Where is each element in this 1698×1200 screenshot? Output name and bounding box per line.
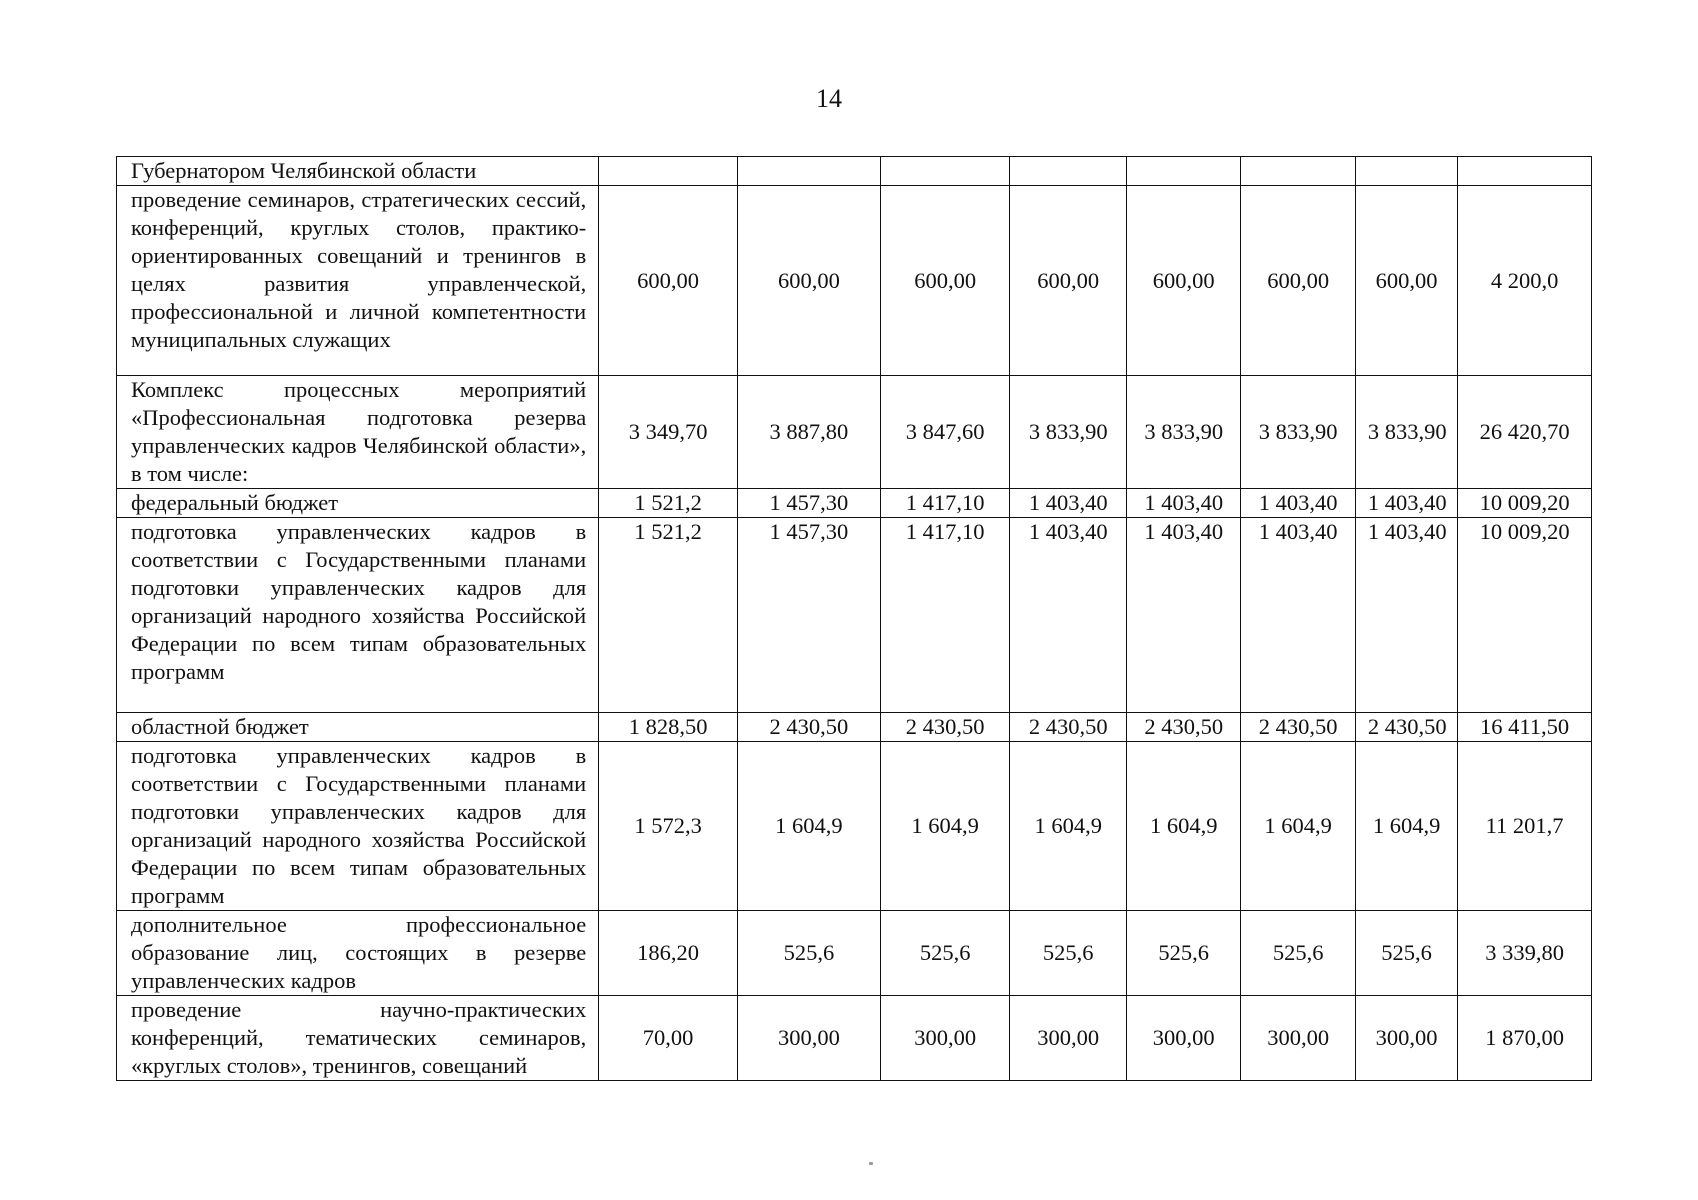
year-value-cell: 1 828,50 — [599, 713, 738, 742]
budget-table-container — [116, 156, 1592, 1081]
year-value-cell: 1 403,40 — [1241, 518, 1355, 713]
year-value-cell: 600,00 — [1355, 186, 1457, 376]
year-value-cell: 2 430,50 — [1126, 713, 1240, 742]
year-value-cell: 1 403,40 — [1241, 489, 1355, 518]
year-value-cell: 600,00 — [599, 186, 738, 376]
year-value-cell: 600,00 — [737, 186, 880, 376]
year-value-cell: 600,00 — [1126, 186, 1240, 376]
year-value-cell: 3 847,60 — [880, 376, 1010, 489]
year-value-cell: 186,20 — [599, 911, 738, 996]
row-label-cell: проведение научно-практических конференций, тематических семинаров, «круглых столов», тренингов, совещаний — [117, 996, 599, 1081]
table-row — [117, 157, 1592, 186]
year-value-cell: 3 833,90 — [1355, 376, 1457, 489]
row-total-cell: 3 339,80 — [1458, 911, 1592, 996]
row-total-cell: 26 420,70 — [1458, 376, 1592, 489]
year-value-cell: 300,00 — [1126, 996, 1240, 1081]
table-row — [117, 518, 1592, 713]
row-label-cell: подготовка управленческих кадров в соответствии с Государственными планами подготовки управленческих кадров для организаций народного хозяйства Российской Федерации по всем типам образовательных программ — [117, 742, 599, 911]
row-label-cell: подготовка управленческих кадров в соответствии с Государственными планами подготовки управленческих кадров для организаций народного хозяйства Российской Федерации по всем типам образовательных программ — [117, 518, 599, 713]
table-row — [117, 713, 1592, 742]
scan-speck — [869, 1162, 873, 1165]
year-value-cell: 3 349,70 — [599, 376, 738, 489]
table-row — [117, 911, 1592, 996]
row-label-cell: Губернатором Челябинской области — [117, 157, 599, 186]
row-total-cell: 10 009,20 — [1458, 489, 1592, 518]
row-label-cell: дополнительное профессиональное образование лиц, состоящих в резерве управленческих кадров — [117, 911, 599, 996]
year-value-cell — [599, 157, 738, 186]
row-total-cell: 4 200,0 — [1458, 186, 1592, 376]
table-row — [117, 376, 1592, 489]
year-value-cell: 3 833,90 — [1126, 376, 1240, 489]
year-value-cell: 1 604,9 — [1126, 742, 1240, 911]
row-total-cell — [1458, 157, 1592, 186]
year-value-cell: 2 430,50 — [1355, 713, 1457, 742]
year-value-cell: 525,6 — [1355, 911, 1457, 996]
row-total-cell: 1 870,00 — [1458, 996, 1592, 1081]
year-value-cell: 525,6 — [1126, 911, 1240, 996]
year-value-cell: 1 403,40 — [1355, 518, 1457, 713]
year-value-cell: 525,6 — [1241, 911, 1355, 996]
year-value-cell: 1 604,9 — [1355, 742, 1457, 911]
year-value-cell: 600,00 — [1010, 186, 1127, 376]
year-value-cell — [737, 157, 880, 186]
table-row — [117, 996, 1592, 1081]
year-value-cell: 525,6 — [1010, 911, 1127, 996]
year-value-cell: 300,00 — [737, 996, 880, 1081]
year-value-cell: 1 457,30 — [737, 489, 880, 518]
table-row — [117, 742, 1592, 911]
row-total-cell: 10 009,20 — [1458, 518, 1592, 713]
row-total-cell: 16 411,50 — [1458, 713, 1592, 742]
year-value-cell: 300,00 — [880, 996, 1010, 1081]
year-value-cell: 525,6 — [880, 911, 1010, 996]
year-value-cell: 1 417,10 — [880, 489, 1010, 518]
year-value-cell: 1 604,9 — [737, 742, 880, 911]
year-value-cell: 1 521,2 — [599, 489, 738, 518]
year-value-cell: 3 887,80 — [737, 376, 880, 489]
year-value-cell: 1 403,40 — [1010, 489, 1127, 518]
year-value-cell: 2 430,50 — [1241, 713, 1355, 742]
year-value-cell: 1 417,10 — [880, 518, 1010, 713]
budget-table — [116, 156, 1592, 1081]
year-value-cell: 1 604,9 — [1241, 742, 1355, 911]
year-value-cell: 300,00 — [1241, 996, 1355, 1081]
year-value-cell: 1 403,40 — [1010, 518, 1127, 713]
row-label-cell: областной бюджет — [117, 713, 599, 742]
year-value-cell: 2 430,50 — [880, 713, 1010, 742]
year-value-cell: 1 604,9 — [880, 742, 1010, 911]
year-value-cell: 300,00 — [1010, 996, 1127, 1081]
year-value-cell: 1 604,9 — [1010, 742, 1127, 911]
year-value-cell: 1 403,40 — [1355, 489, 1457, 518]
row-total-cell: 11 201,7 — [1458, 742, 1592, 911]
table-row — [117, 489, 1592, 518]
year-value-cell: 1 403,40 — [1126, 489, 1240, 518]
year-value-cell: 600,00 — [1241, 186, 1355, 376]
year-value-cell: 3 833,90 — [1241, 376, 1355, 489]
year-value-cell: 2 430,50 — [1010, 713, 1127, 742]
year-value-cell: 1 457,30 — [737, 518, 880, 713]
year-value-cell: 525,6 — [737, 911, 880, 996]
year-value-cell — [1126, 157, 1240, 186]
year-value-cell — [1355, 157, 1457, 186]
year-value-cell — [880, 157, 1010, 186]
year-value-cell: 2 430,50 — [737, 713, 880, 742]
year-value-cell: 600,00 — [880, 186, 1010, 376]
year-value-cell: 300,00 — [1355, 996, 1457, 1081]
year-value-cell: 1 403,40 — [1126, 518, 1240, 713]
row-label-cell: проведение семинаров, стратегических сессий, конференций, круглых столов, практико-ориентированных совещаний и тренингов в целях развития управленческой, профессиональной и личной компетентности муниципальных служащих — [117, 186, 599, 376]
row-label-cell: федеральный бюджет — [117, 489, 599, 518]
year-value-cell: 1 521,2 — [599, 518, 738, 713]
budget-table-body — [117, 157, 1592, 1081]
year-value-cell: 1 572,3 — [599, 742, 738, 911]
table-row — [117, 186, 1592, 376]
year-value-cell — [1241, 157, 1355, 186]
year-value-cell: 70,00 — [599, 996, 738, 1081]
year-value-cell — [1010, 157, 1127, 186]
year-value-cell: 3 833,90 — [1010, 376, 1127, 489]
row-label-cell: Комплекс процессных мероприятий «Профессиональная подготовка резерва управленческих кадров Челябинской области», в том числе: — [117, 376, 599, 489]
page-number: 14 — [816, 84, 842, 113]
